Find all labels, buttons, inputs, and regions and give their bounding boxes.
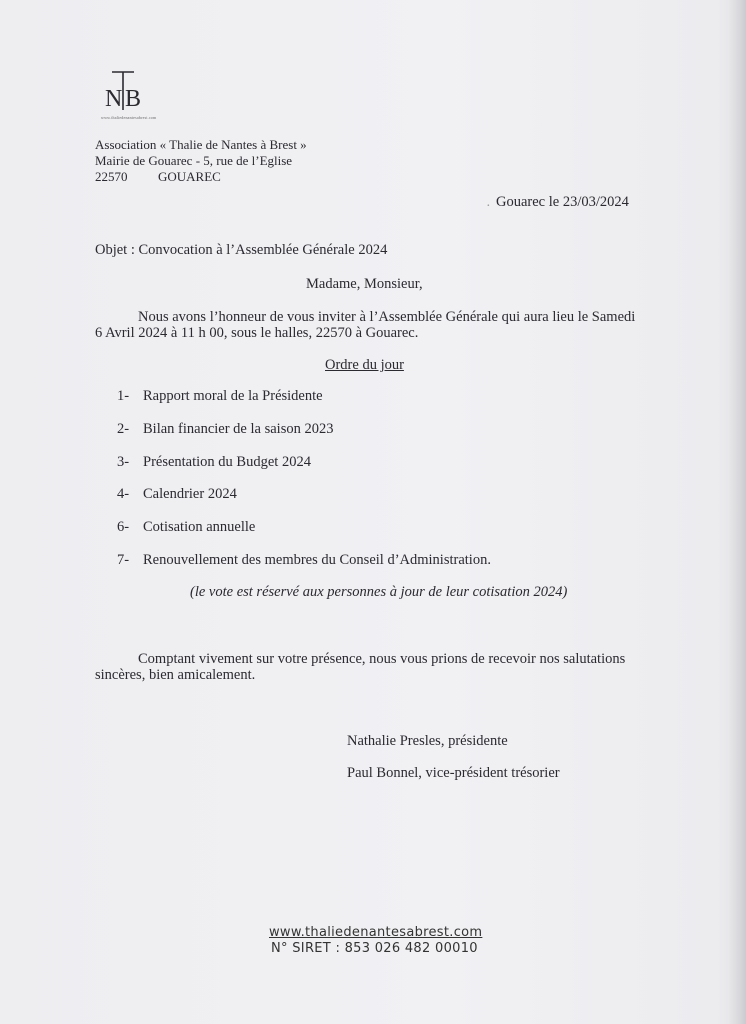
footer-website-link[interactable]: www.thaliedenantesabrest.com [269, 925, 483, 940]
agenda-item-number: 7- [117, 552, 130, 568]
body-line-2: 6 Avril 2024 à 11 h 00, sous le halles, 22570 à Gouarec. [95, 325, 419, 341]
agenda-item-number: 4- [117, 486, 130, 502]
page-edge-shadow [728, 0, 746, 1024]
agenda-item [117, 519, 255, 536]
agenda-item [117, 388, 323, 405]
agenda-item [117, 454, 311, 471]
sender-address: Mairie de Gouarec - 5, rue de l’Eglise [95, 153, 293, 168]
scan-mark: · [486, 199, 491, 214]
agenda-item [117, 486, 237, 503]
agenda-item-number: 3- [117, 454, 130, 470]
voting-note: (le vote est réservé aux personnes à jour de leur cotisation 2024) [190, 584, 568, 600]
agenda-item-number: 6- [117, 519, 130, 535]
agenda-item [117, 552, 491, 569]
signature-president: Nathalie Presles, présidente [347, 733, 508, 749]
salutation: Madame, Monsieur, [306, 276, 423, 292]
sender-city: GOUAREC [158, 169, 221, 184]
agenda-item-text: Renouvellement des membres du Conseil d’Administration. [143, 552, 491, 568]
sender-postcode: 22570 [95, 169, 128, 184]
agenda-item-text: Rapport moral de la Présidente [143, 388, 323, 404]
sender-name: Association « Thalie de Nantes à Brest » [95, 137, 307, 152]
body-line-1: Nous avons l’honneur de vous inviter à l’Assemblée Générale qui aura lieu le Samedi [138, 309, 636, 325]
agenda-item-number: 1- [117, 388, 130, 404]
subject-line: Objet : Convocation à l’Assemblée Générale 2024 [95, 242, 388, 258]
closing-line-1: Comptant vivement sur votre présence, nous vous prions de recevoir nos salutations [138, 651, 626, 667]
svg-text:N: N [105, 86, 123, 112]
agenda-item-text: Présentation du Budget 2024 [143, 454, 311, 470]
agenda-item [117, 421, 333, 438]
signature-treasurer: Paul Bonnel, vice-président trésorier [347, 765, 560, 781]
agenda-title: Ordre du jour [325, 357, 404, 373]
closing-line-2: sincères, bien amicalement. [95, 667, 256, 683]
agenda-item-text: Calendrier 2024 [143, 486, 237, 502]
agenda-item-text: Cotisation annuelle [143, 519, 256, 535]
agenda-item-text: Bilan financier de la saison 2023 [143, 421, 334, 437]
footer-siret: N° SIRET : 853 026 482 00010 [271, 941, 478, 956]
agenda-item-number: 2- [117, 421, 130, 437]
logo-caption: www.thaliedenantesabrest.com [101, 115, 157, 120]
place-date: Gouarec le 23/03/2024 [496, 194, 629, 210]
svg-text:B: B [125, 86, 142, 112]
